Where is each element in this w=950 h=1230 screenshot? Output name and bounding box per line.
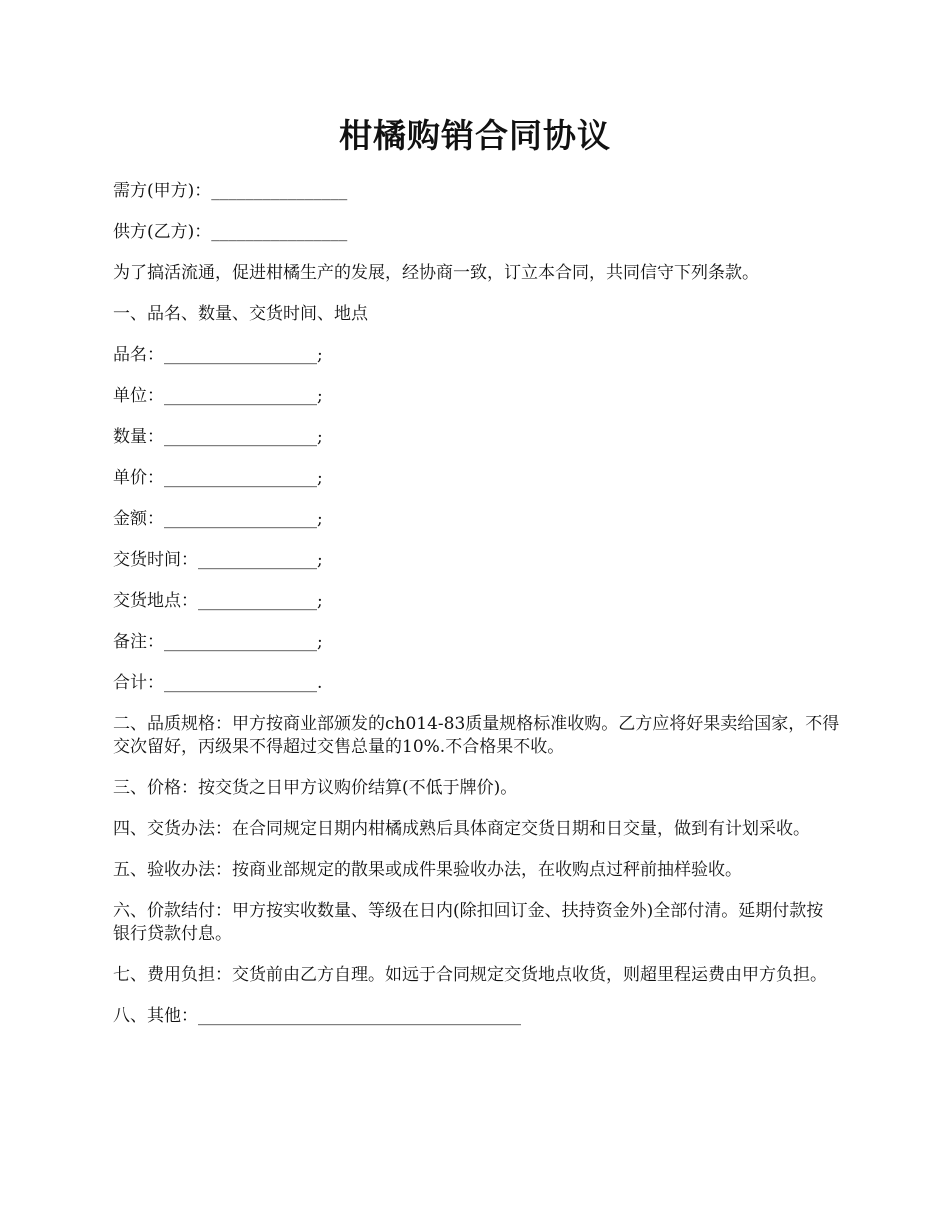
- field-amount: 金额：__________________;: [113, 509, 323, 529]
- section-3-price: 三、价格：按交货之日甲方议购价结算(不低于牌价)。: [113, 778, 518, 798]
- document-body: [113, 180, 840, 1046]
- field-unit: 单位：__________________;: [113, 386, 323, 406]
- section-2-quality: 二、品质规格：甲方按商业部颁发的ch014-83质量规格标准收购。乙方应将好果卖给国家，不得交次留好，丙级果不得超过交售总量的10%.不合格果不收。: [113, 714, 840, 757]
- preamble: 为了搞活流通，促进柑橘生产的发展，经协商一致，订立本合同，共同信守下列条款。: [113, 263, 759, 283]
- section-5-inspection: 五、验收办法：按商业部规定的散果或成件果验收办法，在收购点过秤前抽样验收。: [113, 860, 742, 880]
- party-b-line: 供方(乙方)：________________: [113, 222, 348, 242]
- section-4-delivery: 四、交货办法：在合同规定日期内柑橘成熟后具体商定交货日期和日交量，做到有计划采收。: [113, 819, 810, 839]
- field-delivery-place: 交货地点：______________;: [113, 591, 323, 611]
- field-quantity: 数量：__________________;: [113, 427, 323, 447]
- party-a-line: 需方(甲方)：________________: [113, 181, 348, 201]
- section-6-payment: 六、价款结付：甲方按实收数量、等级在日内(除扣回订金、扶持资金外)全部付清。延期付款按银行贷款付息。: [113, 901, 824, 944]
- section-8-other: 八、其他：______________________________________: [113, 1006, 521, 1026]
- section-7-costs: 七、费用负担：交货前由乙方自理。如远于合同规定交货地点收货，则超里程运费由甲方负担。: [113, 965, 827, 985]
- field-remarks: 备注：__________________;: [113, 632, 323, 652]
- field-product-name: 品名：__________________;: [113, 345, 323, 365]
- document-title: 柑橘购销合同协议: [339, 116, 611, 155]
- section-1-heading: 一、品名、数量、交货时间、地点: [113, 304, 368, 324]
- field-total: 合计：__________________.: [113, 673, 323, 693]
- field-unit-price: 单价：__________________;: [113, 468, 323, 488]
- field-delivery-time: 交货时间：______________;: [113, 550, 323, 570]
